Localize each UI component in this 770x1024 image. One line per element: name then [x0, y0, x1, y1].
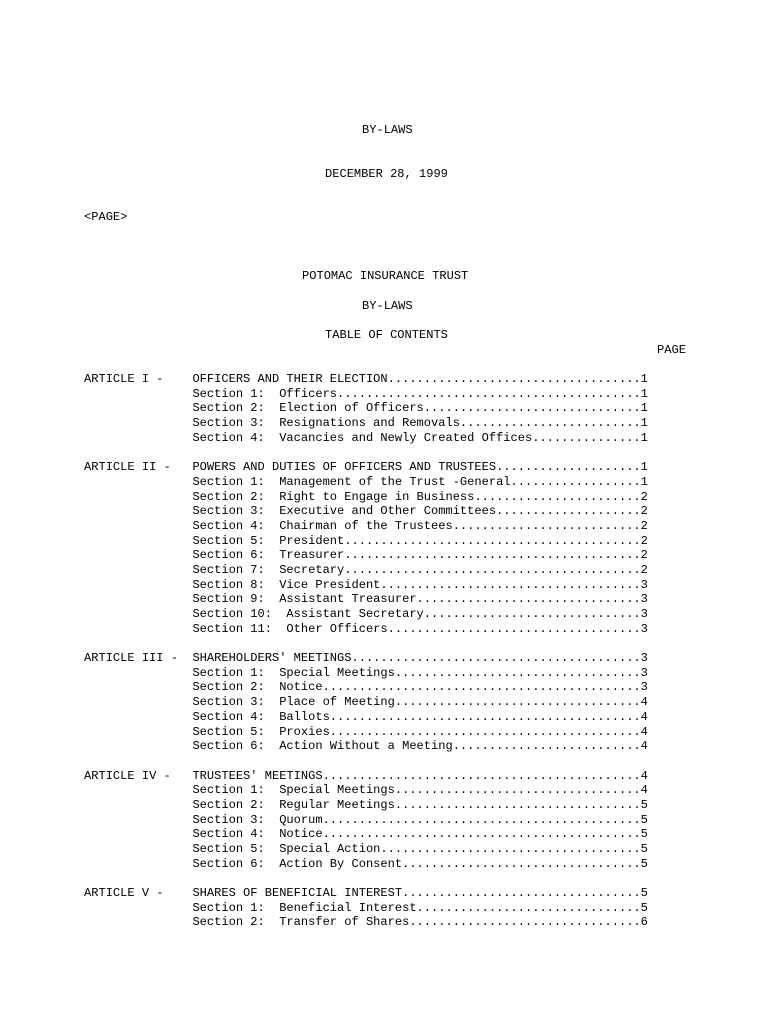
cover-title: BY-LAWS: [362, 123, 413, 137]
toc-article-line: ARTICLE II - POWERS AND DUTIES OF OFFICERS AND TRUSTEES....................1: [84, 460, 648, 475]
toc-article-line: ARTICLE I - OFFICERS AND THEIR ELECTION...................................1: [84, 372, 648, 386]
toc-section-line: Section 4: Vacancies and Newly Created Offices...............1: [84, 430, 648, 445]
blank-line: [84, 445, 648, 460]
toc-section-line: Section 3: Executive and Other Committees....................2: [84, 504, 648, 519]
table-of-contents: [84, 372, 648, 930]
toc-section-line: Section 1: Special Meetings..................................4: [84, 783, 648, 798]
toc-section-line: Section 9: Assistant Treasurer...............................3: [84, 592, 648, 607]
toc-section-line: Section 2: Regular Meetings..................................5: [84, 797, 648, 812]
page-column-label: PAGE: [657, 343, 686, 357]
toc-section-line: Section 1: Special Meetings..................................3: [84, 665, 648, 680]
toc-section-line: Section 6: Action By Consent.................................5: [84, 856, 648, 871]
toc-section-line: Section 10: Assistant Secretary..............................3: [84, 607, 648, 621]
toc-section-line: Section 1: Beneficial Interest...............................5: [84, 900, 648, 915]
toc-section-line: Section 1: Management of the Trust -General..................1: [84, 474, 648, 489]
toc-section-line: Section 5: Proxies...........................................4: [84, 724, 648, 739]
toc-section-line: Section 6: Action Without a Meeting..........................4: [84, 739, 648, 754]
toc-section-line: Section 5: President.........................................2: [84, 533, 648, 548]
blank-line: [84, 754, 648, 769]
blank-line: [84, 636, 648, 651]
cover-date: DECEMBER 28, 1999: [325, 167, 448, 181]
toc-section-line: Section 7: Secretary.........................................2: [84, 562, 648, 577]
toc-article-line: ARTICLE V - SHARES OF BENEFICIAL INTEREST.................................5: [84, 886, 648, 901]
toc-section-line: Section 11: Other Officers...................................3: [84, 621, 648, 636]
toc-article-line: ARTICLE III - SHAREHOLDERS' MEETINGS........................................3: [84, 651, 648, 666]
toc-heading: TABLE OF CONTENTS: [325, 328, 448, 342]
toc-section-line: Section 1: Officers..........................................1: [84, 386, 648, 401]
toc-article-line: ARTICLE IV - TRUSTEES' MEETINGS............................................4: [84, 768, 648, 783]
toc-section-line: Section 3: Place of Meeting..................................4: [84, 695, 648, 710]
toc-section-line: Section 6: Treasurer.........................................2: [84, 548, 648, 563]
toc-section-line: Section 2: Transfer of Shares................................6: [84, 915, 648, 930]
toc-section-line: Section 4: Chairman of the Trustees..........................2: [84, 518, 648, 533]
toc-section-line: Section 2: Election of Officers..............................1: [84, 401, 648, 416]
toc-section-line: Section 4: Notice............................................5: [84, 827, 648, 842]
toc-section-line: Section 5: Special Action....................................5: [84, 842, 648, 856]
trust-name: POTOMAC INSURANCE TRUST: [302, 269, 469, 283]
toc-section-line: Section 3: Quorum............................................5: [84, 812, 648, 827]
toc-section-line: Section 3: Resignations and Removals.........................1: [84, 416, 648, 431]
toc-section-line: Section 4: Ballots...........................................4: [84, 709, 648, 724]
page-marker: <PAGE>: [84, 210, 128, 224]
blank-line: [84, 871, 648, 886]
toc-doc-title: BY-LAWS: [362, 299, 413, 313]
toc-section-line: Section 8: Vice President....................................3: [84, 577, 648, 592]
toc-section-line: Section 2: Right to Engage in Business.......................2: [84, 489, 648, 504]
toc-section-line: Section 2: Notice............................................3: [84, 680, 648, 695]
